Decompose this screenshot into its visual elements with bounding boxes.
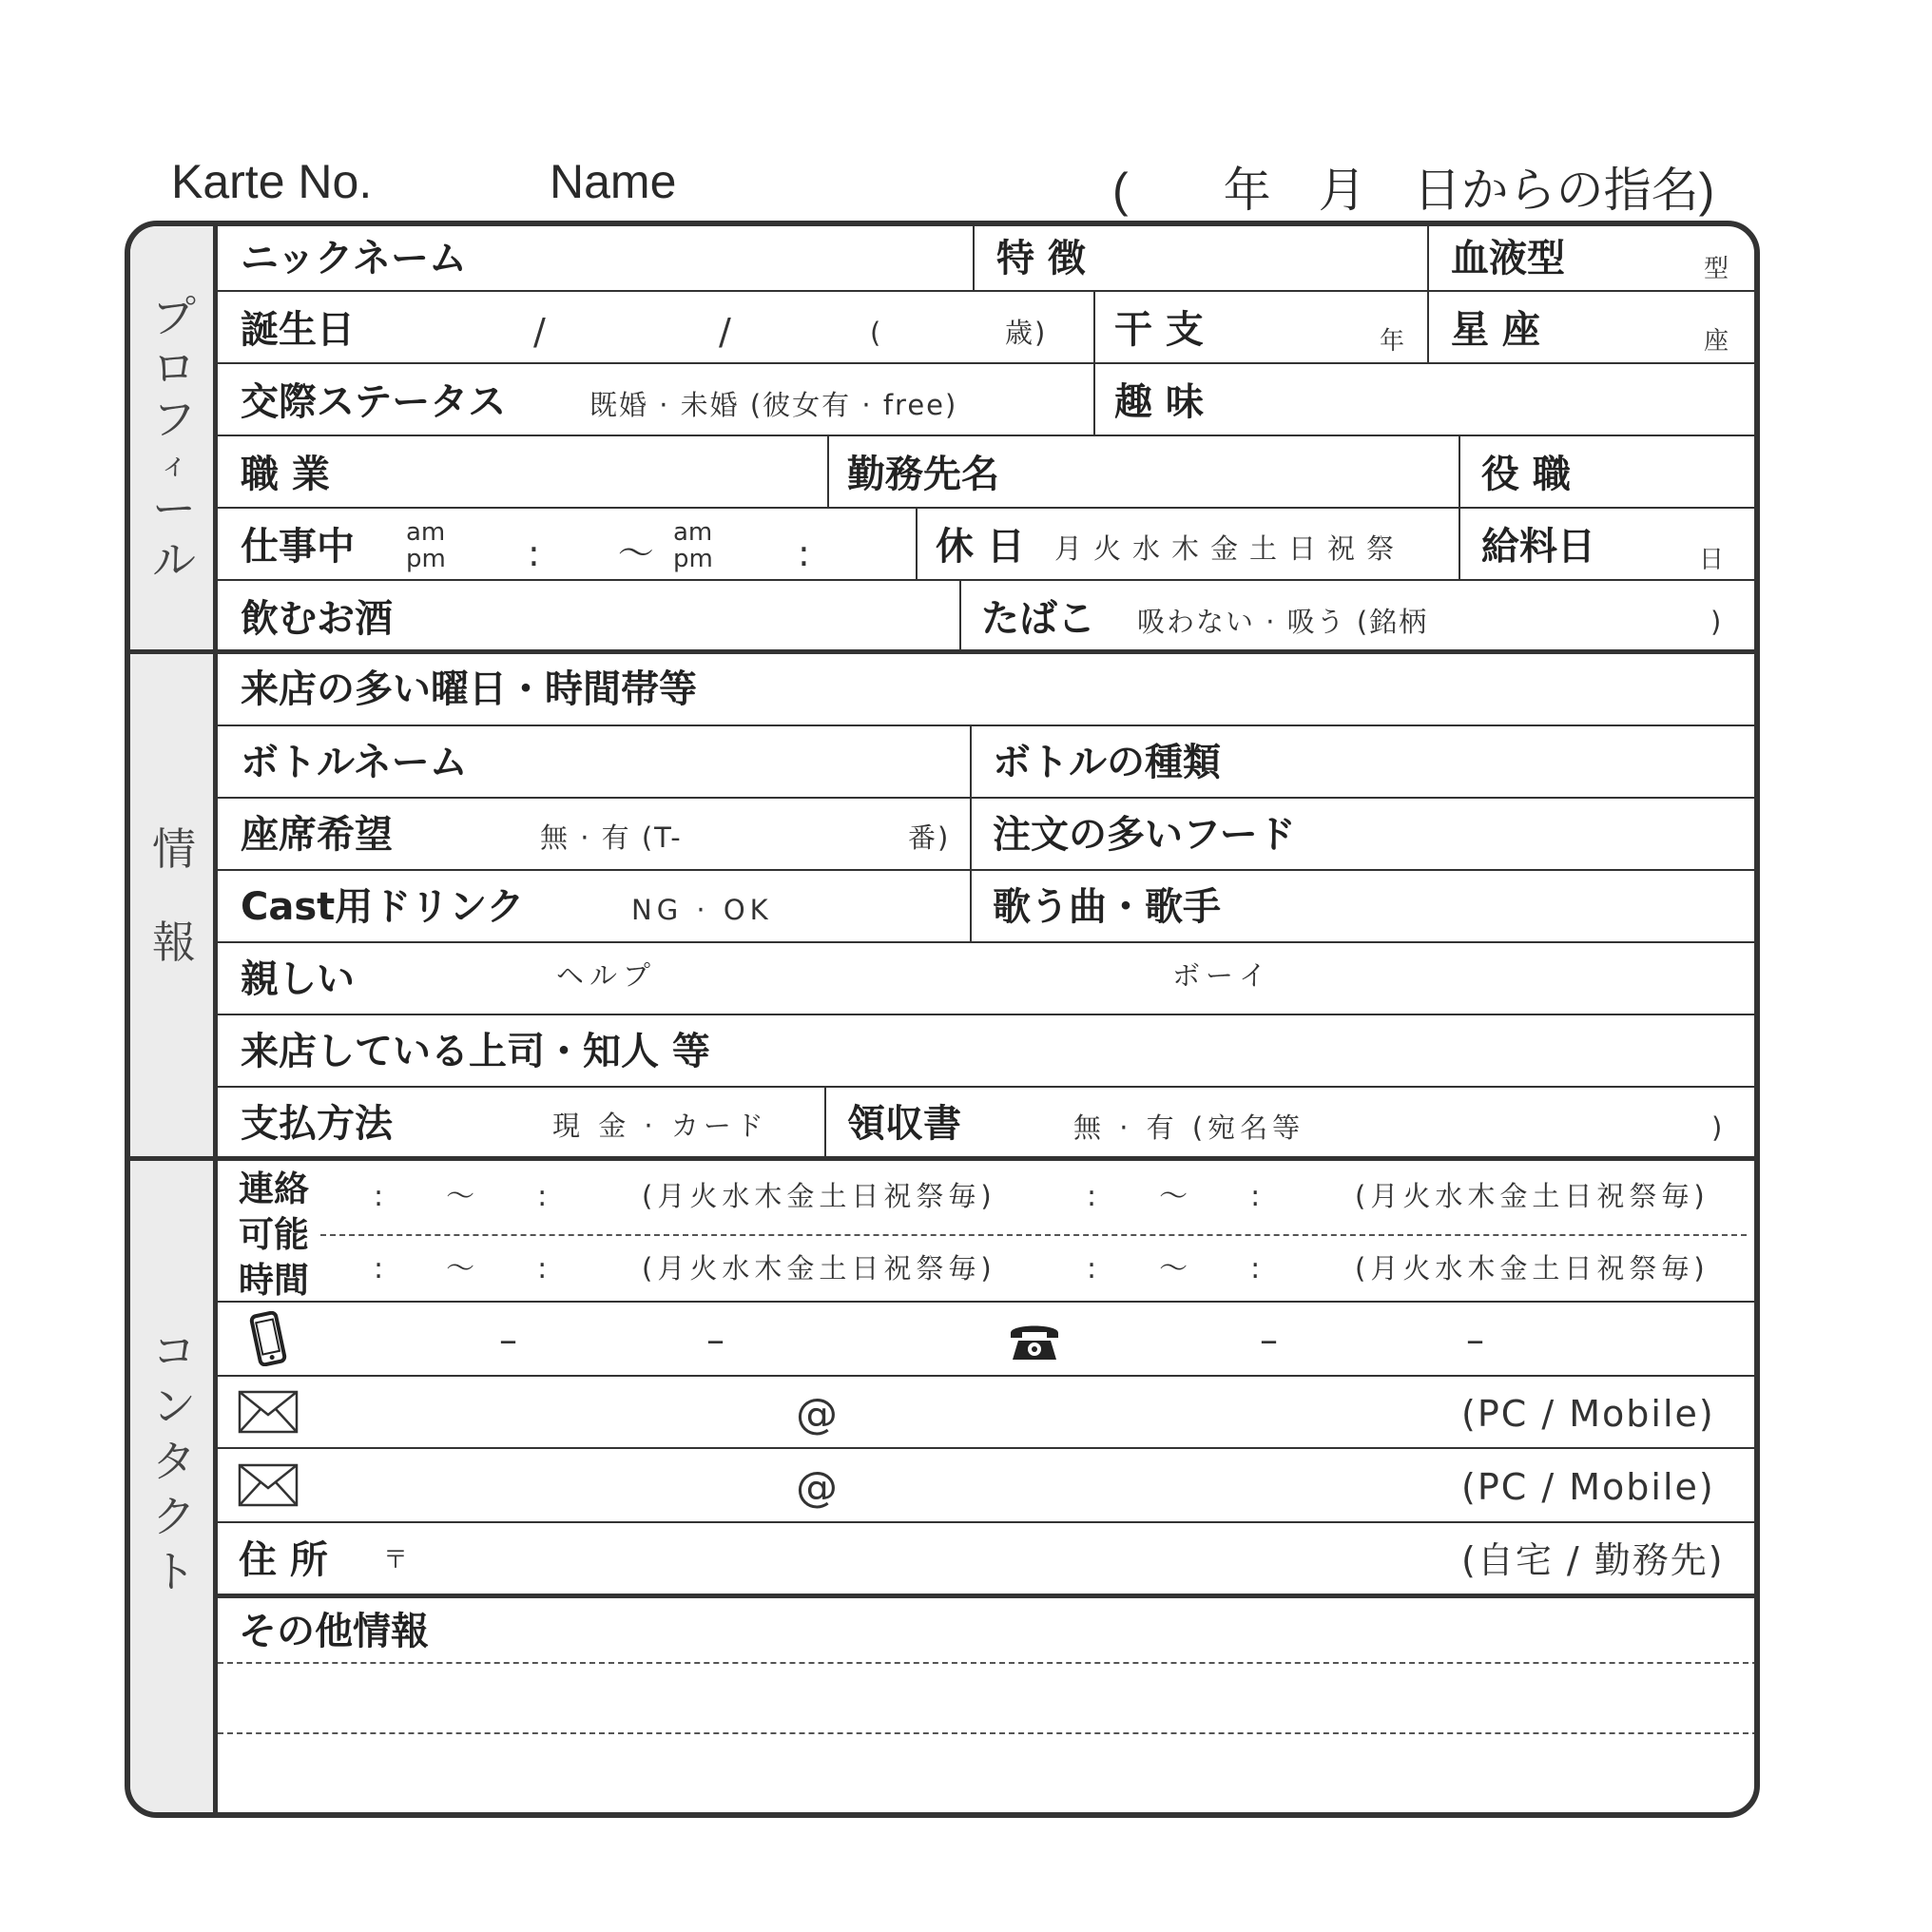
constellation-suffix: 座	[1704, 327, 1729, 356]
receipt-close: )	[1711, 1111, 1725, 1144]
phone-dash: –	[1260, 1319, 1280, 1361]
section-char: ン	[152, 1381, 196, 1432]
time-range: : ～ :	[1087, 1252, 1263, 1285]
eto-suffix: 年	[1380, 327, 1405, 356]
row-divider	[218, 1086, 1760, 1088]
time-range: : ～ :	[374, 1252, 550, 1285]
column-divider	[973, 226, 975, 290]
pm-label: pm	[673, 545, 713, 573]
position-label: 役 職	[1481, 453, 1571, 496]
receipt-options: 無 · 有 (宛名等	[1073, 1111, 1305, 1144]
payday-suffix: 日	[1699, 546, 1725, 574]
hobby-label: 趣 味	[1114, 380, 1204, 424]
section-char: フ	[152, 394, 196, 445]
section-char: ク	[152, 1491, 196, 1542]
section-char: プ	[152, 291, 196, 342]
section-char: タ	[152, 1436, 196, 1487]
age-label: 歳)	[1005, 317, 1048, 349]
payday-label: 給料日	[1481, 525, 1595, 569]
section-divider	[130, 649, 1760, 654]
phone-dash: –	[1466, 1319, 1486, 1361]
time-separator: : ～	[528, 532, 656, 574]
payment-label: 支払方法	[241, 1102, 393, 1146]
email-type: (PC / Mobile)	[1461, 1393, 1715, 1435]
constellation-label: 星 座	[1451, 308, 1540, 352]
row-divider	[218, 869, 1760, 871]
contact-hours-label-1: 連絡	[239, 1169, 309, 1209]
eto-label: 干 支	[1114, 308, 1204, 352]
row-divider	[218, 941, 1760, 943]
section-divider	[218, 1594, 1760, 1598]
karte-form	[125, 221, 1760, 1818]
birthday-slash: /	[719, 311, 733, 353]
other-info-label: その他情報	[239, 1610, 429, 1653]
section-char: ロ	[152, 342, 196, 394]
time-colon: :	[798, 532, 812, 574]
holiday-label: 休 日	[936, 525, 1025, 569]
time-range: : ～ :	[374, 1180, 550, 1213]
karte-no-label: Karte No.	[171, 155, 373, 208]
column-divider	[959, 579, 961, 649]
column-divider	[824, 1086, 826, 1156]
column-divider	[1459, 435, 1460, 579]
name-label: Name	[550, 155, 677, 208]
section-char: ト	[152, 1546, 196, 1597]
birthday-label: 誕生日	[241, 308, 355, 352]
dashed-divider	[320, 1234, 1747, 1236]
payment-options: 現 金 · カード	[552, 1110, 768, 1142]
phone-dash: –	[706, 1319, 726, 1361]
receipt-label: 領収書	[847, 1102, 961, 1146]
column-divider	[970, 724, 972, 941]
visit-times-label: 来店の多い曜日・時間帯等	[241, 667, 697, 711]
address-type: (自宅 / 勤務先)	[1461, 1539, 1725, 1581]
row-divider	[218, 1375, 1760, 1377]
days-options: (月火水木金土日祝祭毎)	[1355, 1252, 1710, 1285]
section-profile-label	[130, 291, 218, 586]
contact-hours-label-2: 可能	[239, 1214, 309, 1255]
holiday-days: 月火水木金土日祝祭	[1054, 532, 1406, 565]
column-divider	[827, 435, 829, 507]
at-sign: @	[796, 1463, 840, 1512]
tobacco-close-paren: )	[1710, 606, 1724, 638]
relationship-label: 交際ステータス	[241, 380, 507, 424]
postal-mark: 〒	[383, 1546, 409, 1575]
envelope-icon	[238, 1390, 299, 1434]
envelope-icon	[238, 1463, 299, 1507]
row-divider	[218, 1014, 1760, 1015]
blood-type-suffix: 型	[1704, 255, 1729, 283]
bottle-name-label: ボトルネーム	[241, 741, 468, 784]
days-options: (月火水木金土日祝祭毎)	[642, 1180, 996, 1212]
seat-options: 無 · 有 (T-	[540, 821, 683, 854]
food-label: 注文の多いフード	[993, 813, 1296, 857]
help-label: ヘルプ	[556, 959, 657, 992]
cast-drink-label: Cast用ドリンク	[241, 885, 525, 929]
row-divider	[218, 435, 1760, 436]
column-divider	[916, 507, 918, 579]
email-type: (PC / Mobile)	[1461, 1466, 1715, 1508]
dashed-divider	[218, 1662, 1758, 1664]
row-divider	[218, 797, 1760, 799]
days-options: (月火水木金土日祝祭毎)	[1355, 1180, 1710, 1212]
time-range: : ～ :	[1087, 1180, 1263, 1213]
section-info-label	[130, 823, 218, 968]
row-divider	[218, 1447, 1760, 1449]
telephone-icon	[1007, 1320, 1062, 1362]
drink-label: 飲むお酒	[241, 597, 393, 641]
seat-close: 番)	[908, 821, 951, 854]
section-contact-label	[130, 1325, 218, 1597]
at-sign: @	[796, 1390, 840, 1439]
column-divider	[1427, 226, 1429, 362]
mobile-phone-icon	[248, 1311, 288, 1366]
work-hours-label: 仕事中	[241, 525, 355, 569]
section-char: ル	[152, 534, 196, 586]
row-divider	[218, 507, 1760, 509]
cast-drink-options: NG · OK	[631, 894, 773, 926]
tobacco-options: 吸わない · 吸う (銘柄	[1137, 606, 1429, 638]
am-label: am	[406, 518, 446, 547]
birthday-slash: /	[533, 311, 548, 353]
features-label: 特 徴	[996, 237, 1086, 280]
blood-type-label: 血液型	[1451, 237, 1565, 280]
pm-label: pm	[406, 545, 446, 573]
songs-label: 歌う曲・歌手	[993, 885, 1221, 929]
boy-label: ボーイ	[1172, 959, 1273, 992]
occupation-label: 職 業	[241, 453, 330, 496]
bottle-type-label: ボトルの種類	[993, 741, 1221, 784]
row-divider	[218, 290, 1760, 292]
relationship-options: 既婚 · 未婚 (彼女有 · free)	[589, 389, 958, 421]
days-options: (月火水木金土日祝祭毎)	[642, 1252, 996, 1285]
row-divider	[218, 362, 1760, 364]
contact-hours-label-3: 時間	[239, 1260, 309, 1301]
section-char: ィ	[158, 446, 189, 482]
tobacco-label: たばこ	[981, 597, 1095, 641]
close-staff-label: 親しい	[241, 957, 355, 1001]
nomination-date-label: ( 年 月 日からの指名)	[1112, 164, 1715, 217]
row-divider	[218, 579, 1760, 581]
section-char: コ	[152, 1325, 196, 1377]
nickname-label: ニックネーム	[241, 237, 467, 280]
workplace-label: 勤務先名	[847, 453, 999, 496]
age-open-paren: (	[870, 317, 883, 349]
address-label: 住 所	[239, 1538, 328, 1582]
section-divider	[130, 1156, 1760, 1161]
row-divider	[218, 724, 1760, 726]
acquaintances-label: 来店している上司・知人 等	[241, 1030, 710, 1073]
dashed-divider	[218, 1732, 1758, 1734]
row-divider	[218, 1521, 1760, 1523]
seat-label: 座席希望	[241, 813, 393, 857]
am-label: am	[673, 518, 713, 547]
column-divider	[1093, 290, 1095, 435]
phone-dash: –	[499, 1319, 519, 1361]
section-char: ー	[152, 483, 196, 534]
row-divider	[218, 1301, 1760, 1303]
section-char: 情	[152, 823, 196, 875]
section-char: 報	[152, 917, 196, 968]
